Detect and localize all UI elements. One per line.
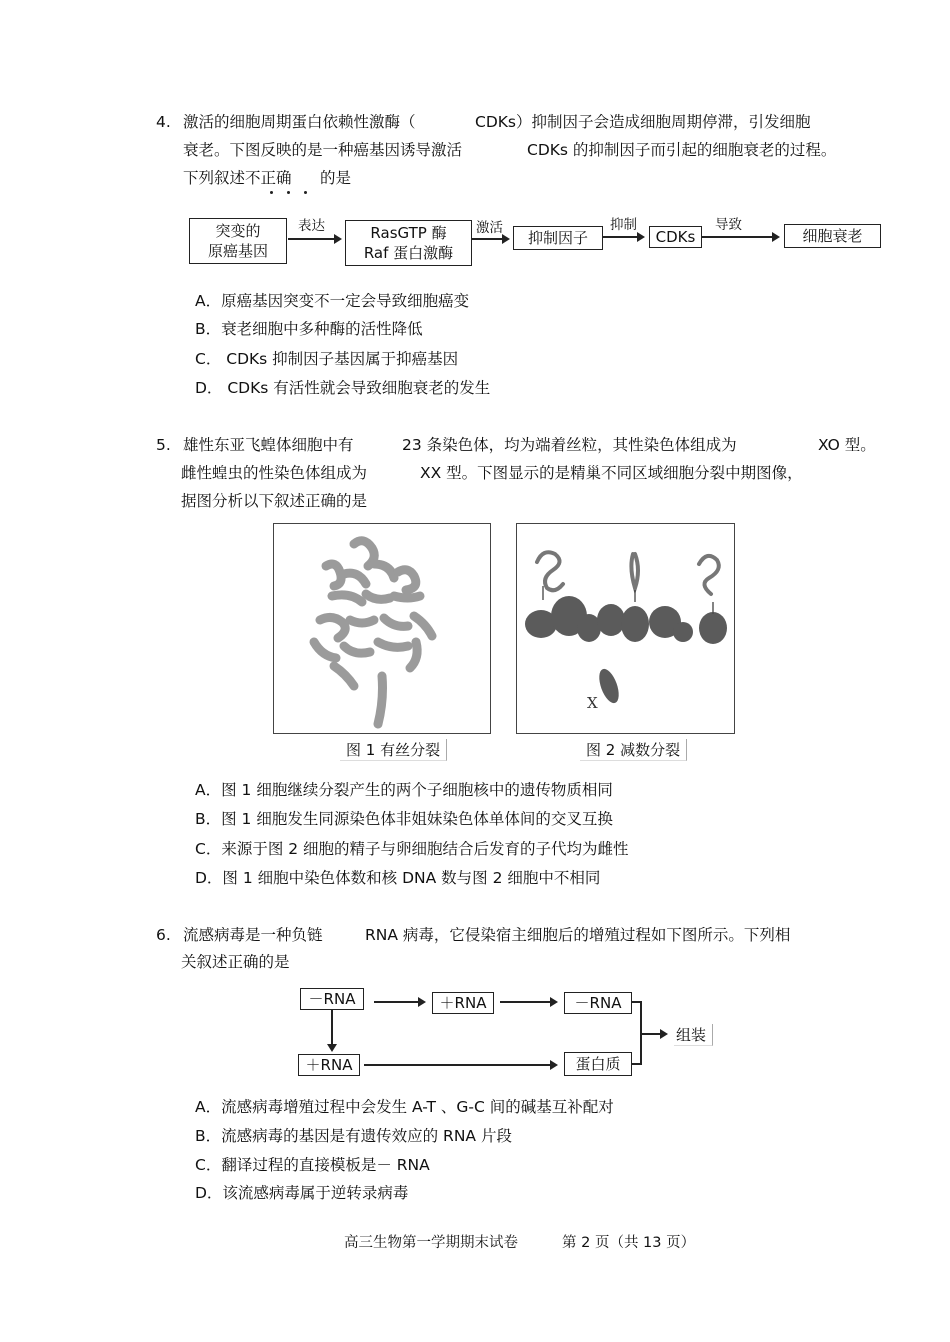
q5-option-d: D．图 1 细胞中染色体数和核 DNA 数与图 2 细胞中不相同: [195, 869, 601, 887]
flow-box-neg-rna-progeny: －RNA: [564, 992, 632, 1014]
q5-text-line3: 据图分析以下叙述正确的是: [181, 492, 368, 510]
flow-box-mutant-protooncogene: [189, 218, 287, 264]
flow-arrow: [702, 236, 778, 238]
q6-text-line1a: 流感病毒是一种负链: [183, 926, 323, 944]
figure-1-mitosis-image: [273, 523, 491, 734]
flow-box-cell-senescence: 细胞衰老: [784, 224, 881, 248]
footer-page-number: 第 2 页（共 13 页）: [562, 1235, 696, 1251]
q4-option-c: C． CDKs 抑制因子基因属于抑癌基因: [195, 350, 459, 368]
q4-text-line3b: 的是: [320, 169, 352, 187]
flow-arrow: [374, 1001, 424, 1003]
q5-text-line1c: XO 型。: [818, 436, 876, 454]
flow-box-pos-rna: ＋RNA: [432, 992, 494, 1014]
flow-arrow-label-cause: 导致: [715, 217, 742, 233]
q4-text-line2a: 衰老。下图反映的是一种癌基因诱导激活: [183, 141, 463, 159]
flow-box-label: RasGTP 酶: [370, 224, 447, 242]
mitosis-chromosomes-illustration: [274, 524, 490, 733]
q5-text-line1a: 雄性东亚飞蝗体细胞中有: [183, 436, 354, 454]
flow-box-rasgtp-raf: [345, 220, 472, 266]
x-chromosome-label: X: [587, 694, 598, 712]
flow-arrow: [472, 238, 508, 240]
flow-arrow-label-express: 表达: [298, 218, 325, 234]
flow-box-cdks: CDKs: [649, 226, 702, 248]
q6-option-c: C．翻译过程的直接模板是－ RNA: [195, 1156, 430, 1174]
flow-arrow: [642, 1033, 666, 1035]
footer-exam-title: 高三生物第一学期期末试卷: [344, 1235, 518, 1251]
q6-option-d: D．该流感病毒属于逆转录病毒: [195, 1184, 409, 1202]
flow-arrow: [500, 1001, 556, 1003]
flow-arrow-label-inhibit: 抑制: [610, 217, 637, 233]
q5-number: 5.: [156, 436, 171, 454]
q4-number: 4.: [156, 113, 171, 131]
flow-arrow-label-activate: 激活: [476, 220, 503, 236]
emphasis-dot: [304, 191, 307, 194]
flow-box-neg-rna: －RNA: [300, 988, 364, 1010]
flow-arrow: [603, 236, 643, 238]
flow-box-pos-rna-mrna: ＋RNA: [298, 1054, 360, 1076]
figure-1-caption: 图 1 有丝分裂: [340, 739, 447, 761]
q4-option-b: B．衰老细胞中多种酶的活性降低: [195, 320, 423, 338]
flow-arrow-vertical: [331, 1010, 333, 1048]
q4-text-line2b: CDKs 的抑制因子而引起的细胞衰老的过程。: [527, 141, 837, 159]
figure-2-caption: 图 2 减数分裂: [580, 739, 687, 761]
meiosis-chromosomes-illustration: [517, 524, 734, 733]
q5-option-a: A．图 1 细胞继续分裂产生的两个子细胞核中的遗传物质相同: [195, 781, 613, 799]
flow-label-assembly: 组装: [674, 1024, 713, 1046]
q5-option-b: B．图 1 细胞发生同源染色体非姐妹染色体单体间的交叉互换: [195, 810, 613, 828]
figure-2-meiosis-image: [516, 523, 735, 734]
q6-option-b: B．流感病毒的基因是有遗传效应的 RNA 片段: [195, 1127, 512, 1145]
emphasis-dot: [270, 191, 273, 194]
q5-option-c: C．来源于图 2 细胞的精子与卵细胞结合后发育的子代均为雌性: [195, 840, 629, 858]
q4-text-line3a: 下列叙述不正确: [183, 169, 292, 187]
q5-text-line2a: 雌性蝗虫的性染色体组成为: [181, 464, 368, 482]
flow-arrow: [288, 238, 340, 240]
flow-arrow: [364, 1064, 556, 1066]
q6-text-line1b: RNA 病毒，它侵染宿主细胞后的增殖过程如下图所示。下列相: [365, 926, 791, 944]
q5-text-line1b: 23 条染色体，均为端着丝粒，其性染色体组成为: [402, 436, 737, 454]
flow-box-protein: 蛋白质: [564, 1052, 632, 1076]
q4-text-line1b: CDKs）抑制因子会造成细胞周期停滞，引发细胞: [475, 113, 811, 131]
q6-text-line2: 关叙述正确的是: [181, 953, 290, 971]
q4-text-line1a: 激活的细胞周期蛋白依赖性激酶（: [183, 113, 416, 131]
flow-arrowhead: [327, 1044, 337, 1052]
q5-text-line2b: XX 型。下图显示的是精巢不同区域细胞分裂中期图像，: [420, 464, 803, 482]
flow-box-label: 突变的: [215, 222, 261, 240]
flow-box-inhibitor: 抑制因子: [513, 226, 603, 250]
q4-option-a: A．原癌基因突变不一定会导致细胞癌变: [195, 292, 470, 310]
q4-option-d: D． CDKs 有活性就会导致细胞衰老的发生: [195, 379, 491, 397]
q6-number: 6.: [156, 926, 171, 944]
emphasis-dot: [287, 191, 290, 194]
flow-box-label: Raf 蛋白激酶: [363, 244, 454, 262]
q6-option-a: A．流感病毒增殖过程中会发生 A-T 、G-C 间的碱基互补配对: [195, 1098, 614, 1116]
flow-box-label: 原癌基因: [207, 242, 268, 260]
